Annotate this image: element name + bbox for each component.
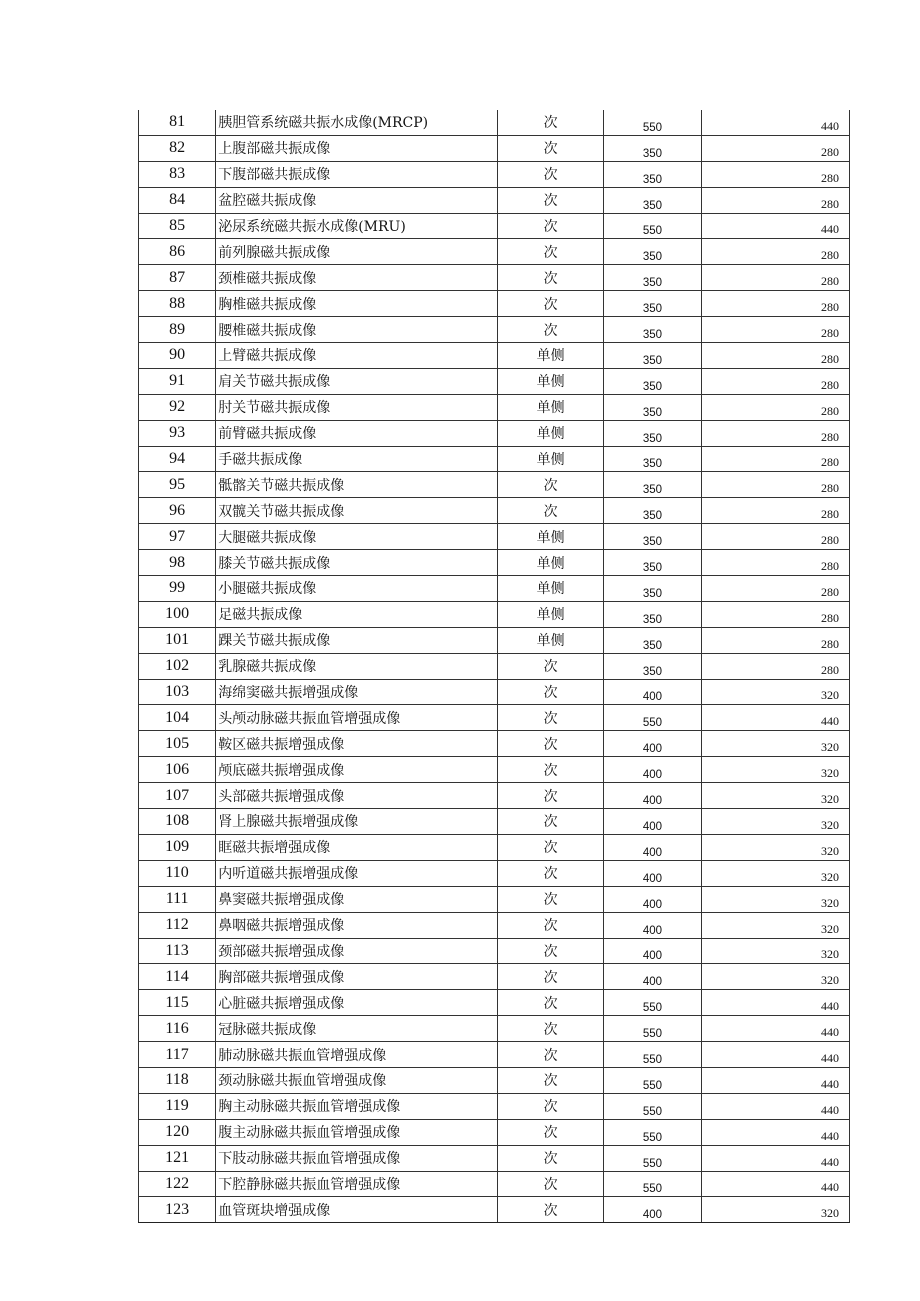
item-unit: 次 bbox=[497, 161, 603, 187]
item-price-secondary: 280 bbox=[701, 576, 849, 602]
item-name: 小腿磁共振成像 bbox=[216, 576, 498, 602]
item-price: 550 bbox=[604, 213, 701, 239]
table-row bbox=[139, 213, 850, 239]
item-number: 82 bbox=[139, 135, 216, 161]
item-price: 400 bbox=[604, 757, 701, 783]
item-name: 眶磁共振增强成像 bbox=[216, 834, 498, 860]
item-price-secondary: 440 bbox=[701, 1145, 849, 1171]
item-name: 下腹部磁共振成像 bbox=[216, 161, 498, 187]
item-price: 350 bbox=[604, 161, 701, 187]
item-price: 550 bbox=[604, 110, 701, 135]
item-name: 肾上腺磁共振增强成像 bbox=[216, 809, 498, 835]
table-row bbox=[139, 601, 850, 627]
table-row bbox=[139, 938, 850, 964]
item-price-secondary: 440 bbox=[701, 110, 849, 135]
item-name: 双髋关节磁共振成像 bbox=[216, 498, 498, 524]
item-unit: 次 bbox=[497, 705, 603, 731]
item-number: 113 bbox=[139, 938, 216, 964]
table-row bbox=[139, 524, 850, 550]
item-price-secondary: 280 bbox=[701, 239, 849, 265]
item-name: 肺动脉磁共振血管增强成像 bbox=[216, 1042, 498, 1068]
item-price: 550 bbox=[604, 990, 701, 1016]
item-price-secondary: 280 bbox=[701, 317, 849, 343]
item-number: 112 bbox=[139, 912, 216, 938]
item-name: 胰胆管系统磁共振水成像(MRCP) bbox=[216, 110, 498, 135]
item-price: 350 bbox=[604, 420, 701, 446]
item-number: 87 bbox=[139, 265, 216, 291]
table-row bbox=[139, 291, 850, 317]
item-number: 109 bbox=[139, 834, 216, 860]
item-price-secondary: 440 bbox=[701, 1042, 849, 1068]
item-name: 冠脉磁共振成像 bbox=[216, 1016, 498, 1042]
item-number: 120 bbox=[139, 1119, 216, 1145]
table-row bbox=[139, 239, 850, 265]
table-row bbox=[139, 627, 850, 653]
table-row bbox=[139, 576, 850, 602]
item-number: 107 bbox=[139, 783, 216, 809]
item-number: 102 bbox=[139, 653, 216, 679]
item-unit: 次 bbox=[497, 860, 603, 886]
item-name: 肩关节磁共振成像 bbox=[216, 368, 498, 394]
table-row bbox=[139, 1093, 850, 1119]
item-number: 105 bbox=[139, 731, 216, 757]
item-price-secondary: 320 bbox=[701, 679, 849, 705]
item-name: 上腹部磁共振成像 bbox=[216, 135, 498, 161]
item-price-secondary: 280 bbox=[701, 265, 849, 291]
item-unit: 单侧 bbox=[497, 446, 603, 472]
item-price-secondary: 280 bbox=[701, 420, 849, 446]
item-unit: 次 bbox=[497, 757, 603, 783]
item-number: 115 bbox=[139, 990, 216, 1016]
item-number: 99 bbox=[139, 576, 216, 602]
table-row bbox=[139, 343, 850, 369]
item-price-secondary: 440 bbox=[701, 1016, 849, 1042]
item-price: 400 bbox=[604, 860, 701, 886]
item-price-secondary: 320 bbox=[701, 783, 849, 809]
item-number: 116 bbox=[139, 1016, 216, 1042]
item-number: 108 bbox=[139, 809, 216, 835]
item-name: 颈动脉磁共振血管增强成像 bbox=[216, 1067, 498, 1093]
item-unit: 次 bbox=[497, 239, 603, 265]
item-name: 颅底磁共振增强成像 bbox=[216, 757, 498, 783]
table-row bbox=[139, 834, 850, 860]
item-price: 550 bbox=[604, 1171, 701, 1197]
table-row bbox=[139, 705, 850, 731]
table-row bbox=[139, 886, 850, 912]
item-price-secondary: 440 bbox=[701, 1171, 849, 1197]
item-number: 100 bbox=[139, 601, 216, 627]
item-number: 110 bbox=[139, 860, 216, 886]
table-row bbox=[139, 420, 850, 446]
item-price-secondary: 320 bbox=[701, 731, 849, 757]
table-row bbox=[139, 1067, 850, 1093]
item-price: 400 bbox=[604, 886, 701, 912]
item-unit: 次 bbox=[497, 834, 603, 860]
table-row bbox=[139, 1119, 850, 1145]
mri-price-table bbox=[138, 110, 850, 1223]
table-row bbox=[139, 1042, 850, 1068]
item-unit: 次 bbox=[497, 886, 603, 912]
table-row bbox=[139, 550, 850, 576]
item-number: 103 bbox=[139, 679, 216, 705]
item-name: 足磁共振成像 bbox=[216, 601, 498, 627]
item-name: 乳腺磁共振成像 bbox=[216, 653, 498, 679]
item-price: 350 bbox=[604, 135, 701, 161]
item-number: 91 bbox=[139, 368, 216, 394]
item-price: 400 bbox=[604, 938, 701, 964]
table-row bbox=[139, 187, 850, 213]
item-price: 350 bbox=[604, 498, 701, 524]
item-price: 350 bbox=[604, 472, 701, 498]
table-row bbox=[139, 472, 850, 498]
item-name: 鼻窦磁共振增强成像 bbox=[216, 886, 498, 912]
item-unit: 次 bbox=[497, 1067, 603, 1093]
item-price-secondary: 280 bbox=[701, 368, 849, 394]
item-price-secondary: 280 bbox=[701, 550, 849, 576]
table-row bbox=[139, 1016, 850, 1042]
item-name: 下肢动脉磁共振血管增强成像 bbox=[216, 1145, 498, 1171]
item-price: 350 bbox=[604, 627, 701, 653]
table-row bbox=[139, 731, 850, 757]
item-number: 117 bbox=[139, 1042, 216, 1068]
item-name: 踝关节磁共振成像 bbox=[216, 627, 498, 653]
item-name: 海绵窦磁共振增强成像 bbox=[216, 679, 498, 705]
item-unit: 单侧 bbox=[497, 524, 603, 550]
item-price: 350 bbox=[604, 317, 701, 343]
item-price: 350 bbox=[604, 343, 701, 369]
item-number: 121 bbox=[139, 1145, 216, 1171]
item-number: 111 bbox=[139, 886, 216, 912]
item-name: 颈椎磁共振成像 bbox=[216, 265, 498, 291]
table-row bbox=[139, 809, 850, 835]
item-price-secondary: 280 bbox=[701, 601, 849, 627]
item-price: 550 bbox=[604, 1042, 701, 1068]
item-price-secondary: 280 bbox=[701, 653, 849, 679]
item-number: 119 bbox=[139, 1093, 216, 1119]
item-unit: 次 bbox=[497, 809, 603, 835]
item-number: 84 bbox=[139, 187, 216, 213]
table-row bbox=[139, 860, 850, 886]
item-name: 鞍区磁共振增强成像 bbox=[216, 731, 498, 757]
item-number: 97 bbox=[139, 524, 216, 550]
item-name: 腰椎磁共振成像 bbox=[216, 317, 498, 343]
item-price-secondary: 280 bbox=[701, 187, 849, 213]
table-body bbox=[139, 110, 850, 1223]
item-name: 颈部磁共振增强成像 bbox=[216, 938, 498, 964]
item-price: 550 bbox=[604, 1119, 701, 1145]
item-price: 350 bbox=[604, 524, 701, 550]
item-number: 88 bbox=[139, 291, 216, 317]
item-price-secondary: 280 bbox=[701, 135, 849, 161]
item-price-secondary: 320 bbox=[701, 757, 849, 783]
item-price: 400 bbox=[604, 783, 701, 809]
item-name: 胸椎磁共振成像 bbox=[216, 291, 498, 317]
item-price: 350 bbox=[604, 368, 701, 394]
item-price: 350 bbox=[604, 601, 701, 627]
table-row bbox=[139, 498, 850, 524]
table-row bbox=[139, 1171, 850, 1197]
item-name: 盆腔磁共振成像 bbox=[216, 187, 498, 213]
item-price: 400 bbox=[604, 834, 701, 860]
item-price-secondary: 280 bbox=[701, 472, 849, 498]
item-unit: 次 bbox=[497, 1145, 603, 1171]
item-unit: 次 bbox=[497, 110, 603, 135]
table-row bbox=[139, 446, 850, 472]
item-price: 350 bbox=[604, 187, 701, 213]
item-price: 400 bbox=[604, 809, 701, 835]
table-row bbox=[139, 394, 850, 420]
item-unit: 次 bbox=[497, 912, 603, 938]
item-name: 鼻咽磁共振增强成像 bbox=[216, 912, 498, 938]
item-unit: 次 bbox=[497, 679, 603, 705]
item-price-secondary: 320 bbox=[701, 912, 849, 938]
item-unit: 次 bbox=[497, 783, 603, 809]
item-name: 血管斑块增强成像 bbox=[216, 1197, 498, 1223]
item-unit: 次 bbox=[497, 964, 603, 990]
item-number: 98 bbox=[139, 550, 216, 576]
item-number: 106 bbox=[139, 757, 216, 783]
table-row bbox=[139, 1197, 850, 1223]
item-price: 550 bbox=[604, 1093, 701, 1119]
item-price-secondary: 440 bbox=[701, 705, 849, 731]
item-name: 胸部磁共振增强成像 bbox=[216, 964, 498, 990]
item-number: 114 bbox=[139, 964, 216, 990]
item-price: 550 bbox=[604, 705, 701, 731]
table-row bbox=[139, 679, 850, 705]
item-price-secondary: 440 bbox=[701, 1067, 849, 1093]
table-row bbox=[139, 783, 850, 809]
item-number: 122 bbox=[139, 1171, 216, 1197]
item-price: 400 bbox=[604, 1197, 701, 1223]
item-price-secondary: 280 bbox=[701, 446, 849, 472]
item-price: 350 bbox=[604, 239, 701, 265]
item-price: 350 bbox=[604, 446, 701, 472]
item-price: 400 bbox=[604, 679, 701, 705]
item-price-secondary: 280 bbox=[701, 524, 849, 550]
item-unit: 次 bbox=[497, 731, 603, 757]
item-name: 上臂磁共振成像 bbox=[216, 343, 498, 369]
item-number: 123 bbox=[139, 1197, 216, 1223]
item-price-secondary: 440 bbox=[701, 990, 849, 1016]
item-number: 104 bbox=[139, 705, 216, 731]
item-number: 96 bbox=[139, 498, 216, 524]
item-name: 下腔静脉磁共振血管增强成像 bbox=[216, 1171, 498, 1197]
item-name: 胸主动脉磁共振血管增强成像 bbox=[216, 1093, 498, 1119]
item-number: 83 bbox=[139, 161, 216, 187]
item-price-secondary: 280 bbox=[701, 394, 849, 420]
item-unit: 次 bbox=[497, 187, 603, 213]
item-price: 550 bbox=[604, 1145, 701, 1171]
item-price: 550 bbox=[604, 1067, 701, 1093]
item-number: 85 bbox=[139, 213, 216, 239]
item-unit: 次 bbox=[497, 1197, 603, 1223]
item-unit: 次 bbox=[497, 291, 603, 317]
item-unit: 次 bbox=[497, 1042, 603, 1068]
item-name: 腹主动脉磁共振血管增强成像 bbox=[216, 1119, 498, 1145]
item-unit: 单侧 bbox=[497, 550, 603, 576]
item-price-secondary: 440 bbox=[701, 213, 849, 239]
item-price-secondary: 280 bbox=[701, 161, 849, 187]
item-unit: 次 bbox=[497, 1171, 603, 1197]
item-unit: 次 bbox=[497, 213, 603, 239]
item-unit: 次 bbox=[497, 990, 603, 1016]
item-price-secondary: 320 bbox=[701, 886, 849, 912]
table-row bbox=[139, 990, 850, 1016]
table-row bbox=[139, 317, 850, 343]
item-price-secondary: 320 bbox=[701, 964, 849, 990]
item-unit: 次 bbox=[497, 1016, 603, 1042]
item-unit: 单侧 bbox=[497, 576, 603, 602]
item-unit: 次 bbox=[497, 472, 603, 498]
item-price: 400 bbox=[604, 912, 701, 938]
item-price: 350 bbox=[604, 550, 701, 576]
item-unit: 单侧 bbox=[497, 601, 603, 627]
item-unit: 次 bbox=[497, 498, 603, 524]
item-name: 心脏磁共振增强成像 bbox=[216, 990, 498, 1016]
item-price: 350 bbox=[604, 576, 701, 602]
item-price-secondary: 320 bbox=[701, 1197, 849, 1223]
item-unit: 次 bbox=[497, 265, 603, 291]
item-unit: 次 bbox=[497, 135, 603, 161]
item-price: 400 bbox=[604, 964, 701, 990]
item-name: 泌尿系统磁共振水成像(MRU) bbox=[216, 213, 498, 239]
item-number: 90 bbox=[139, 343, 216, 369]
item-name: 头颅动脉磁共振血管增强成像 bbox=[216, 705, 498, 731]
item-name: 大腿磁共振成像 bbox=[216, 524, 498, 550]
item-unit: 次 bbox=[497, 317, 603, 343]
item-unit: 单侧 bbox=[497, 343, 603, 369]
item-price: 350 bbox=[604, 394, 701, 420]
item-name: 手磁共振成像 bbox=[216, 446, 498, 472]
item-number: 81 bbox=[139, 110, 216, 135]
item-unit: 单侧 bbox=[497, 420, 603, 446]
item-number: 93 bbox=[139, 420, 216, 446]
item-price: 350 bbox=[604, 265, 701, 291]
table-row bbox=[139, 1145, 850, 1171]
item-number: 95 bbox=[139, 472, 216, 498]
table-row bbox=[139, 653, 850, 679]
item-number: 86 bbox=[139, 239, 216, 265]
item-number: 118 bbox=[139, 1067, 216, 1093]
item-price-secondary: 320 bbox=[701, 938, 849, 964]
item-number: 94 bbox=[139, 446, 216, 472]
item-price-secondary: 280 bbox=[701, 627, 849, 653]
table-row bbox=[139, 964, 850, 990]
item-price-secondary: 280 bbox=[701, 498, 849, 524]
table-row bbox=[139, 135, 850, 161]
item-name: 内听道磁共振增强成像 bbox=[216, 860, 498, 886]
item-price: 350 bbox=[604, 291, 701, 317]
item-price: 550 bbox=[604, 1016, 701, 1042]
table-row bbox=[139, 912, 850, 938]
item-name: 膝关节磁共振成像 bbox=[216, 550, 498, 576]
item-price-secondary: 320 bbox=[701, 834, 849, 860]
item-unit: 次 bbox=[497, 1093, 603, 1119]
table-row bbox=[139, 161, 850, 187]
item-name: 前臂磁共振成像 bbox=[216, 420, 498, 446]
table-row bbox=[139, 368, 850, 394]
item-price-secondary: 320 bbox=[701, 860, 849, 886]
item-number: 89 bbox=[139, 317, 216, 343]
item-unit: 次 bbox=[497, 1119, 603, 1145]
table-row bbox=[139, 110, 850, 135]
item-price-secondary: 280 bbox=[701, 291, 849, 317]
item-unit: 单侧 bbox=[497, 368, 603, 394]
item-unit: 单侧 bbox=[497, 394, 603, 420]
item-price-secondary: 440 bbox=[701, 1093, 849, 1119]
table-row bbox=[139, 757, 850, 783]
item-price-secondary: 320 bbox=[701, 809, 849, 835]
item-price: 350 bbox=[604, 653, 701, 679]
item-name: 前列腺磁共振成像 bbox=[216, 239, 498, 265]
item-unit: 次 bbox=[497, 653, 603, 679]
item-name: 头部磁共振增强成像 bbox=[216, 783, 498, 809]
item-name: 肘关节磁共振成像 bbox=[216, 394, 498, 420]
item-name: 骶髂关节磁共振成像 bbox=[216, 472, 498, 498]
item-unit: 次 bbox=[497, 938, 603, 964]
item-price: 400 bbox=[604, 731, 701, 757]
item-price-secondary: 440 bbox=[701, 1119, 849, 1145]
item-number: 92 bbox=[139, 394, 216, 420]
item-unit: 单侧 bbox=[497, 627, 603, 653]
item-number: 101 bbox=[139, 627, 216, 653]
item-price-secondary: 280 bbox=[701, 343, 849, 369]
table-row bbox=[139, 265, 850, 291]
